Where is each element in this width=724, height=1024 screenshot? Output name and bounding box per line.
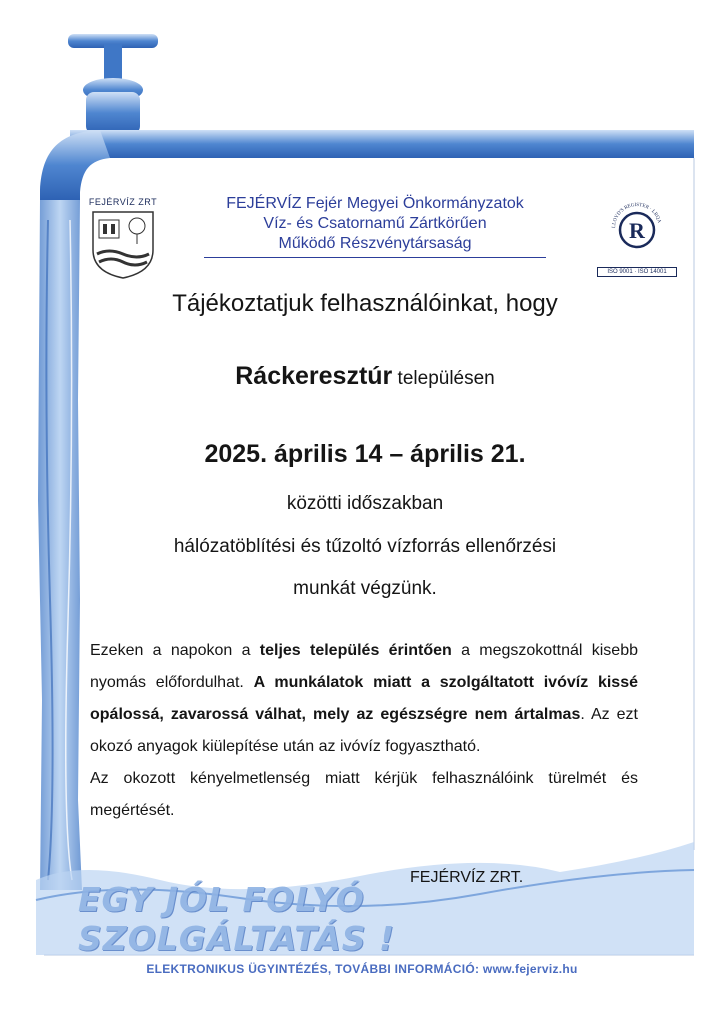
- faucet-handle: [68, 34, 158, 134]
- notice-intro: Tájékoztatjuk felhasználóinkat, hogy: [172, 290, 558, 317]
- company-name-block: [190, 194, 560, 258]
- faucet-spout: [40, 130, 110, 200]
- crest-shield-icon: [91, 210, 155, 280]
- faucet-pipe: [70, 130, 694, 158]
- header-divider: [204, 257, 546, 258]
- body-paragraph-1: Ezeken a napokon a teljes település érintően a megszokottnál kisebb nyomás előfordulhat. A munkálatok miatt a szolgáltatott ivóvíz kissé opálossá, zavarossá válhat, mely az egészségre nem ártalmas. Az ezt okozó anyagok kiülepítése után az ivóvíz fogyasztható.: [90, 642, 639, 755]
- iso-label: ISO 9001 · ISO 14001: [597, 267, 677, 277]
- company-name-line3: Működő Részvénytársaság: [278, 235, 472, 252]
- location-name: Ráckeresztúr: [235, 362, 393, 390]
- footer-info: ELEKTRONIKUS ÜGYINTÉZÉS, TOVÁBBI INFORMÁCIÓ: www.fejerviz.hu: [146, 962, 578, 976]
- body-paragraph-2: Az okozott kényelmetlenség miatt kérjük felhasználóink türelmét és megértését.: [90, 770, 638, 819]
- certification-logo: [597, 196, 677, 277]
- location-suffix: településen: [392, 368, 495, 389]
- crest-caption: FEJÉRVÍZ ZRT: [88, 197, 158, 207]
- notice-dates: 2025. április 14 – április 21.: [204, 440, 526, 468]
- notice-line1: közötti időszakban: [286, 493, 444, 514]
- notice-line3: munkát végzünk.: [293, 578, 437, 599]
- company-name-line1: FEJÉRVÍZ Fejér Megyei Önkormányzatok: [226, 195, 524, 212]
- slogan: EGY JÓL FOLYÓ SZOLGÁLTATÁS !: [78, 880, 396, 958]
- notice-line2: hálózatöblítési és tűzoltó vízforrás ellenőrzési: [173, 536, 557, 557]
- signature: FEJÉRVÍZ ZRT.: [410, 869, 524, 886]
- svg-text:R: R: [629, 218, 645, 243]
- lrqa-seal-icon: [605, 196, 669, 260]
- notice-location: [60, 362, 670, 391]
- notice-body: [90, 635, 638, 827]
- company-crest-logo: [84, 197, 162, 280]
- svg-text:LLOYD'S REGISTER · LRQA: LLOYD'S REGISTER · LRQA: [611, 202, 662, 229]
- company-name-line2: Víz- és Csatornamű Zártkörűen: [263, 215, 487, 232]
